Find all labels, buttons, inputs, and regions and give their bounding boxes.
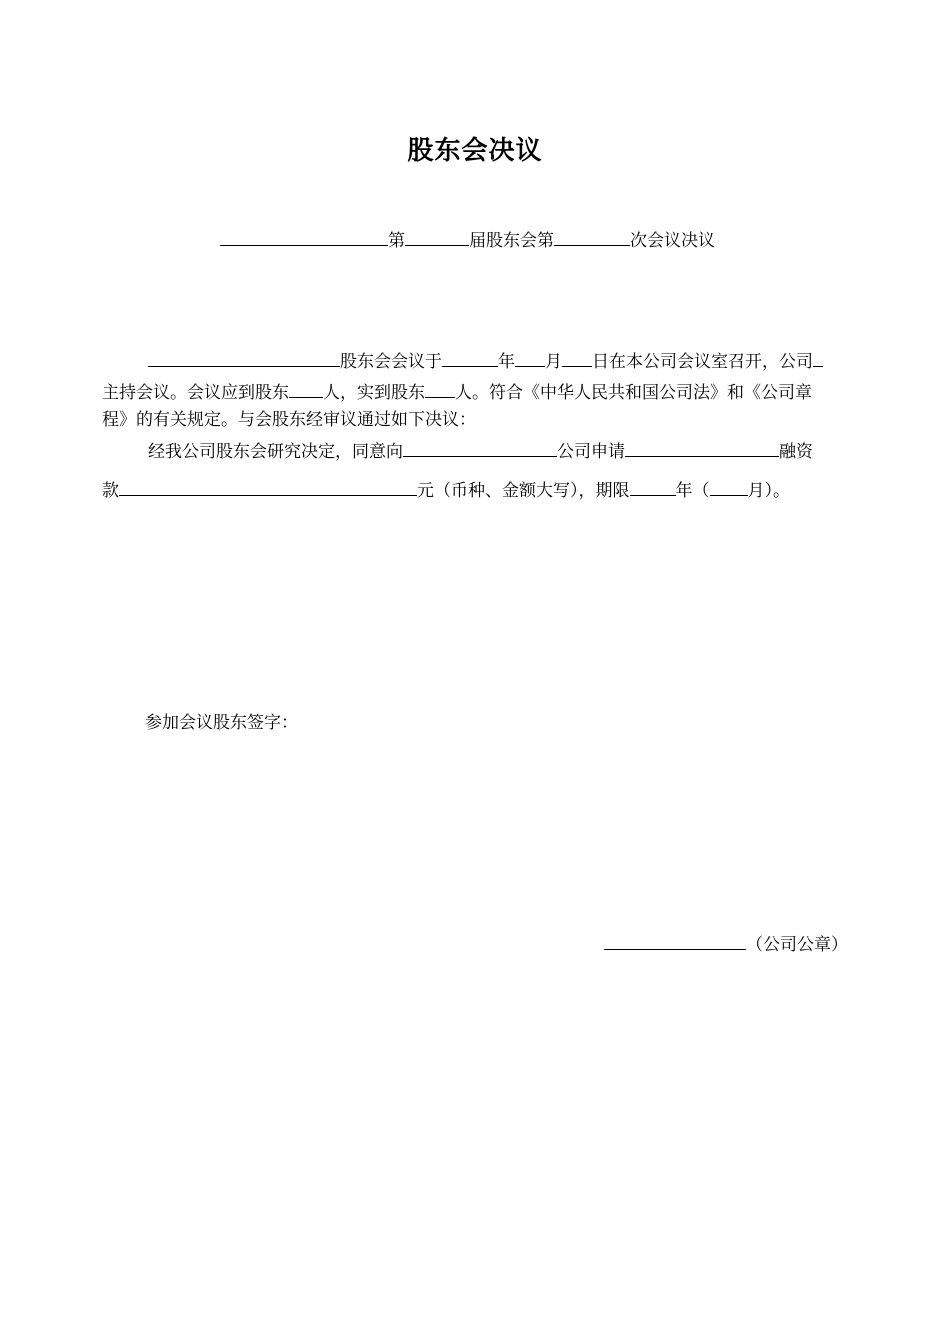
blank-company[interactable] (148, 349, 340, 367)
blank-year[interactable] (442, 349, 498, 367)
blank-expected-shareholders[interactable] (289, 380, 323, 398)
p1-text-h: 程》的有关规定。与会股东经审议通过如下决议： (102, 410, 476, 430)
paragraph-2-line-1 (148, 437, 813, 462)
paragraph-1-line-3 (102, 405, 476, 430)
p2-text-e: 元（币种、金额大写），期限 (417, 481, 630, 501)
blank-session-number[interactable] (405, 228, 469, 246)
blank-host[interactable] (813, 349, 823, 367)
p1-text-c: 月 (545, 352, 562, 372)
blank-meeting-number[interactable] (554, 228, 630, 246)
subtitle-text-3: 次会议决议 (630, 231, 715, 251)
p1-text-b: 年 (498, 352, 515, 372)
blank-financing-type[interactable] (625, 439, 779, 457)
p1-text-d: 日在本公司会议室召开，公司 (592, 352, 813, 372)
blank-day[interactable] (562, 349, 592, 367)
p1-text-g: 人。符合《中华人民共和国公司法》和《公司章 (455, 383, 812, 403)
p1-text-e: 主持会议。会议应到股东 (102, 383, 289, 403)
paragraph-1-line-1 (148, 347, 823, 372)
blank-company-name[interactable] (220, 228, 388, 246)
blank-month[interactable] (515, 349, 545, 367)
page-title: 股东会决议 (407, 136, 543, 166)
meeting-subtitle (220, 226, 715, 251)
p2-text-d: 款 (102, 481, 119, 501)
blank-term-years[interactable] (630, 478, 676, 496)
paragraph-2-line-2 (102, 476, 790, 501)
p2-text-f: 年（ (675, 481, 710, 501)
seal-label: （公司公章） (746, 935, 848, 955)
p2-text-a: 经我公司股东会研究决定，同意向 (148, 442, 403, 462)
company-seal-line (604, 930, 848, 955)
subtitle-text-1: 第 (388, 231, 405, 251)
paragraph-1-line-2 (102, 378, 812, 403)
blank-actual-shareholders[interactable] (425, 380, 455, 398)
blank-lender-company[interactable] (403, 439, 557, 457)
p1-text-a: 股东会会议于 (340, 352, 442, 372)
signature-label: 参加会议股东签字： (145, 713, 298, 733)
subtitle-text-2: 届股东会第 (469, 231, 554, 251)
blank-amount[interactable] (119, 478, 417, 496)
p2-text-c: 融资 (779, 442, 813, 462)
blank-seal[interactable] (604, 932, 746, 950)
blank-term-months[interactable] (710, 478, 748, 496)
p1-text-f: 人，实到股东 (323, 383, 425, 403)
p2-text-g: 月）。 (747, 481, 790, 501)
p2-text-b: 公司申请 (557, 442, 625, 462)
